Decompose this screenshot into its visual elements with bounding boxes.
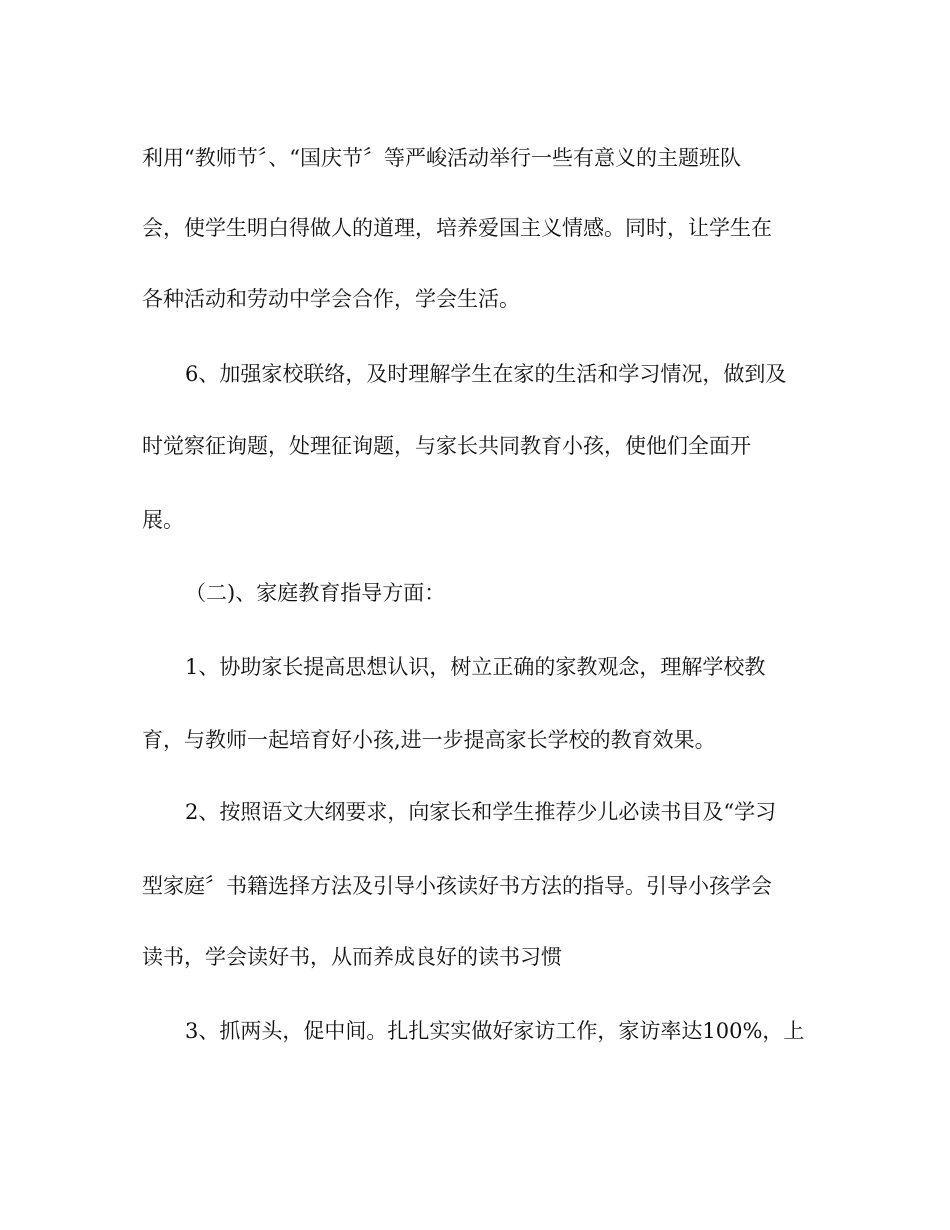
- text-line-5: 时觉察征询题，处理征询题，与家长共同教育小孩，使他们全面开: [142, 434, 751, 458]
- text-line-11: 型家庭〞书籍选择方法及引导小孩读好书方法的指导。引导小孩学会: [142, 874, 772, 898]
- section-heading: （二)、家庭教育指导方面：: [185, 581, 446, 605]
- text-line-8: 1、协助家长提高思想认识，树立正确的家教观念，理解学校教: [185, 655, 766, 679]
- text-line-10: 2、按照语文大纲要求，向家长和学生推荐少儿必读书目及“学习: [185, 800, 777, 824]
- text-line-2: 会，使学生明白得做人的道理，培养爱国主义情感。同时，让学生在: [142, 216, 772, 240]
- text-line-13: 3、抓两头，促中间。扎扎实实做好家访工作，家访率达100%，上: [185, 1019, 805, 1043]
- text-line-1: 利用“教师节〞、“国庆节〞等严峻活动举行一些有意义的主题班队: [142, 146, 741, 170]
- text-line-9: 育，与教师一起培育好小孩,进一步提高家长学校的教育效果。: [142, 728, 716, 752]
- text-line-6: 展。: [142, 508, 184, 532]
- text-line-4: 6、加强家校联络，及时理解学生在家的生活和学习情况，做到及: [185, 362, 787, 386]
- text-line-3: 各种活动和劳动中学会合作，学会生活。: [142, 287, 520, 311]
- text-line-12: 读书，学会读好书，从而养成良好的读书习惯: [142, 945, 562, 969]
